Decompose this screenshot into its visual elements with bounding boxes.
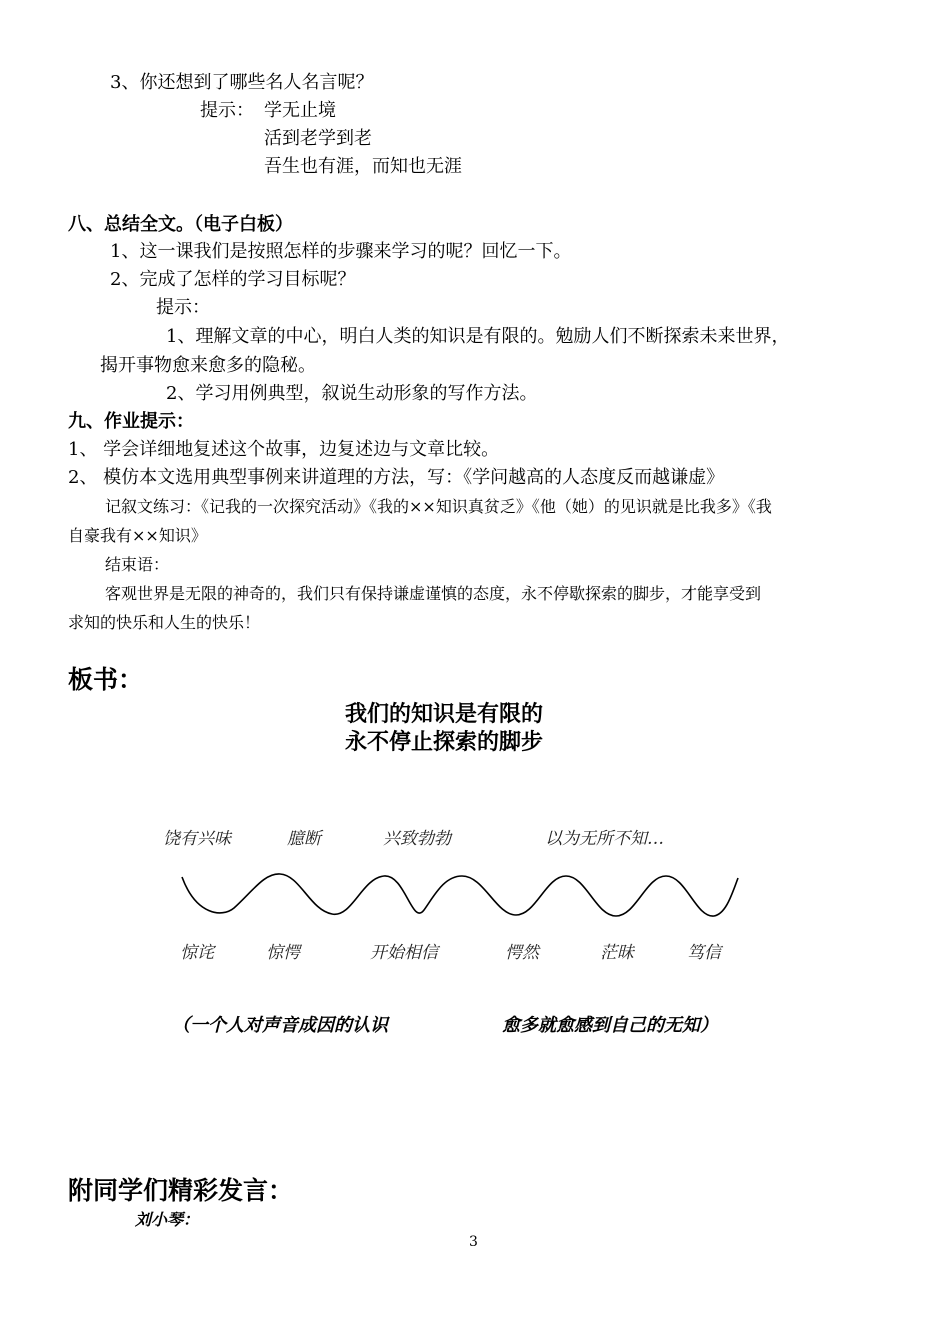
top-label: 臆断 (287, 829, 321, 849)
top-label: 饶有兴味 (163, 829, 231, 849)
top-label: 兴致勃勃 (383, 829, 451, 849)
top-label: 以为无所不知… (545, 829, 664, 849)
student-name: 刘小琴： (135, 1210, 200, 1229)
section-9-heading: 九、作业提示： (68, 411, 194, 432)
practice-line: 自豪我有××知识》 (68, 526, 207, 545)
summary-question: 1、这一课我们是按照怎样的步骤来学习的呢？回忆一下。 (110, 241, 572, 262)
page-number: 3 (469, 1234, 478, 1250)
board-caption-left: （一个人对声音成因的认识 (172, 1015, 388, 1036)
board-label: 板书： (68, 665, 144, 694)
hint-line: 学无止境 (264, 100, 336, 121)
summary-question: 2、完成了怎样的学习目标呢？ (110, 269, 356, 290)
board-title-1: 我们的知识是有限的 (345, 702, 544, 727)
bottom-label: 笃信 (687, 943, 721, 963)
bottom-label: 惊诧 (180, 943, 214, 963)
practice-line: 记叙文练习：《记我的一次探究活动》《我的××知识真贫乏》《他（她）的见识就是比我多》《我 (105, 497, 772, 516)
goal-line: 揭开事物愈来愈多的隐秘。 (100, 355, 316, 376)
goal-line: 1、理解文章的中心，明白人类的知识是有限的。勉励人们不断探索未来世界， (166, 326, 790, 347)
hint-line: 吾生也有涯，而知也无涯 (264, 156, 462, 177)
bottom-label: 愕然 (505, 943, 539, 963)
board-title-2: 永不停止探索的脚步 (345, 730, 544, 755)
section-8-heading: 八、总结全文。（电子白板） (68, 214, 293, 235)
homework-item: 1、 学会详细地复述这个故事，边复述边与文章比较。 (68, 439, 500, 460)
hint-line: 活到老学到老 (264, 128, 372, 149)
homework-item: 2、 模仿本文选用典型事例来讲道理的方法，写：《学问越高的人态度反而越谦虚》 (68, 467, 725, 488)
goal-line: 2、学习用例典型，叙说生动形象的写作方法。 (166, 383, 538, 404)
bottom-label: 开始相信 (370, 943, 438, 963)
question-3: 3、你还想到了哪些名人名言呢？ (110, 72, 374, 93)
bottom-label: 惊愕 (266, 943, 300, 963)
appendix-heading: 附同学们精彩发言： (68, 1176, 294, 1205)
bottom-label: 茫昧 (600, 943, 634, 963)
closing-label: 结束语： (105, 555, 170, 574)
board-caption-right: 愈多就愈感到自己的无知） (502, 1015, 718, 1036)
hint-label: 提示： (200, 100, 254, 121)
closing-line: 客观世界是无限的神奇的，我们只有保持谦虚谨慎的态度，永不停歇探索的脚步，才能享受到 (105, 584, 762, 603)
hint-label: 提示： (156, 297, 210, 318)
closing-line: 求知的快乐和人生的快乐！ (68, 613, 261, 632)
